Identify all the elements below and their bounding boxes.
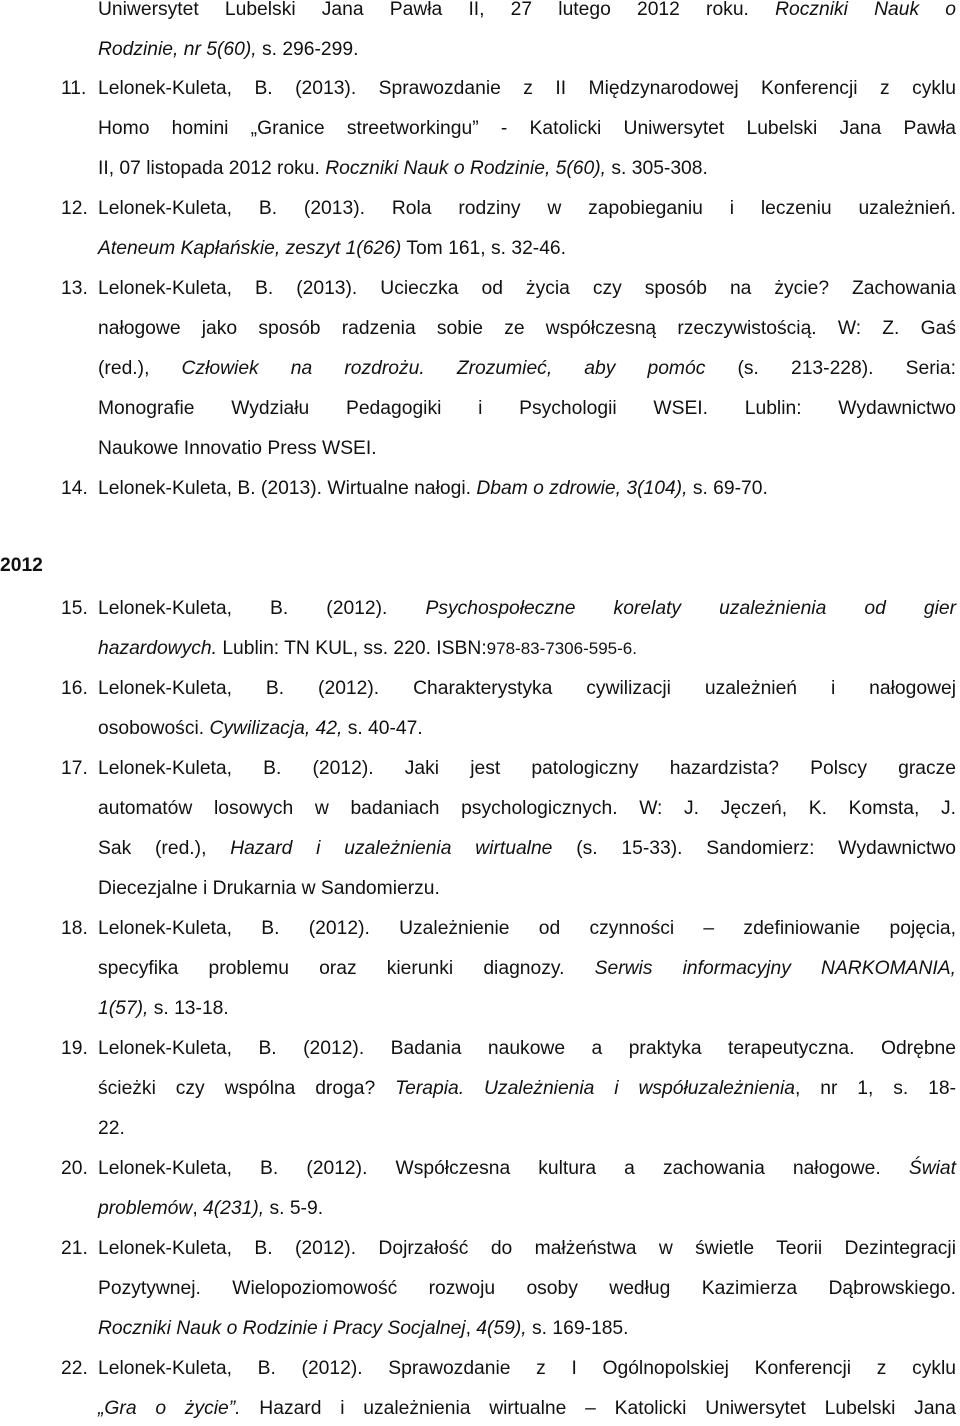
reference-line: (red.), Człowiek na rozdrożu. Zrozumieć, aby pomóc (s. 213-228). Seria: bbox=[98, 358, 957, 379]
reference-number: 15. bbox=[61, 598, 88, 619]
reference-line: problemów, 4(231), s. 5-9. bbox=[98, 1198, 324, 1219]
reference-number: 18. bbox=[61, 918, 88, 939]
reference-line: Lelonek-Kuleta, B. (2013). Sprawozdanie z II Międzynarodowej Konferencji z cyklu bbox=[98, 78, 956, 99]
reference-number: 14. bbox=[61, 478, 88, 499]
reference-line: Lelonek-Kuleta, B. (2012). Sprawozdanie z I Ogólnopolskiej Konferencji z cyklu bbox=[98, 1358, 956, 1379]
reference-line: hazardowych. Lublin: TN KUL, ss. 220. ISBN:978-83-7306-595-6. bbox=[98, 638, 637, 659]
reference-line: Lelonek-Kuleta, B. (2013). Wirtualne nałogi. Dbam o zdrowie, 3(104), s. 69-70. bbox=[98, 478, 768, 499]
reference-line: Lelonek-Kuleta, B. (2012). Badania naukowe a praktyka terapeutyczna. Odrębne bbox=[98, 1038, 956, 1059]
reference-line: II, 07 listopada 2012 roku. Roczniki Nauk o Rodzinie, 5(60), s. 305-308. bbox=[98, 158, 708, 179]
reference-number: 19. bbox=[61, 1038, 88, 1059]
reference-line: Lelonek-Kuleta, B. (2013). Ucieczka od życia czy sposób na życie? Zachowania bbox=[98, 278, 956, 299]
reference-number: 12. bbox=[61, 198, 88, 219]
reference-line: Monografie Wydziału Pedagogiki i Psychologii WSEI. Lublin: Wydawnictwo bbox=[98, 398, 956, 419]
reference-line: Lelonek-Kuleta, B. (2013). Rola rodziny w zapobieganiu i leczeniu uzależnień. bbox=[98, 198, 956, 219]
reference-line: ścieżki czy wspólna droga? Terapia. Uzależnienia i współuzależnienia, nr 1, s. 18- bbox=[98, 1078, 957, 1099]
reference-line: 22. bbox=[98, 1118, 125, 1139]
reference-line: Uniwersytet Lubelski Jana Pawła II, 27 lutego 2012 roku. Roczniki Nauk o bbox=[98, 0, 957, 20]
reference-line: Lelonek-Kuleta, B. (2012). Jaki jest patologiczny hazardzista? Polscy gracze bbox=[98, 758, 956, 779]
reference-number: 16. bbox=[61, 678, 88, 699]
reference-line: Roczniki Nauk o Rodzinie i Pracy Socjalnej, 4(59), s. 169-185. bbox=[98, 1318, 629, 1339]
reference-line: Lelonek-Kuleta, B. (2012). Uzależnienie od czynności – zdefiniowanie pojęcia, bbox=[98, 918, 956, 939]
reference-line: Lelonek-Kuleta, B. (2012). Współczesna kultura a zachowania nałogowe. Świat bbox=[98, 1158, 956, 1179]
reference-number: 13. bbox=[61, 278, 88, 299]
reference-line: Sak (red.), Hazard i uzależnienia wirtualne (s. 15-33). Sandomierz: Wydawnictwo bbox=[98, 838, 956, 859]
reference-line: 1(57), s. 13-18. bbox=[98, 998, 229, 1019]
reference-line: Lelonek-Kuleta, B. (2012). Psychospołeczne korelaty uzależnienia od gier bbox=[98, 598, 956, 619]
reference-line: „Gra o życie”. Hazard i uzależnienia wirtualne – Katolicki Uniwersytet Lubelski Jana bbox=[98, 1398, 956, 1419]
reference-line: Lelonek-Kuleta, B. (2012). Dojrzałość do małżeństwa w świetle Teorii Dezintegracji bbox=[98, 1238, 956, 1259]
reference-number: 11. bbox=[61, 78, 87, 99]
reference-line: automatów losowych w badaniach psychologicznych. W: J. Jęczeń, K. Komsta, J. bbox=[98, 798, 956, 819]
reference-line: osobowości. Cywilizacja, 42, s. 40-47. bbox=[98, 718, 423, 739]
reference-number: 22. bbox=[61, 1358, 88, 1379]
reference-line: Diecezjalne i Drukarnia w Sandomierzu. bbox=[98, 878, 440, 899]
reference-number: 21. bbox=[61, 1238, 88, 1259]
year-heading: 2012 bbox=[0, 555, 43, 576]
reference-line: Lelonek-Kuleta, B. (2012). Charakterystyka cywilizacji uzależnień i nałogowej bbox=[98, 678, 956, 699]
reference-number: 20. bbox=[61, 1158, 88, 1179]
reference-line: Pozytywnej. Wielopoziomowość rozwoju osoby według Kazimierza Dąbrowskiego. bbox=[98, 1278, 956, 1299]
reference-number: 17. bbox=[61, 758, 88, 779]
reference-line: nałogowe jako sposób radzenia sobie ze współczesną rzeczywistością. W: Z. Gaś bbox=[98, 318, 956, 339]
reference-line: Homo homini „Granice streetworkingu” - Katolicki Uniwersytet Lubelski Jana Pawła bbox=[98, 118, 956, 139]
reference-line: specyfika problemu oraz kierunki diagnozy. Serwis informacyjny NARKOMANIA, bbox=[98, 958, 957, 979]
reference-line: Rodzinie, nr 5(60), s. 296-299. bbox=[98, 39, 359, 60]
reference-line: Naukowe Innovatio Press WSEI. bbox=[98, 438, 377, 459]
reference-line: Ateneum Kapłańskie, zeszyt 1(626) Tom 161, s. 32-46. bbox=[98, 238, 567, 259]
